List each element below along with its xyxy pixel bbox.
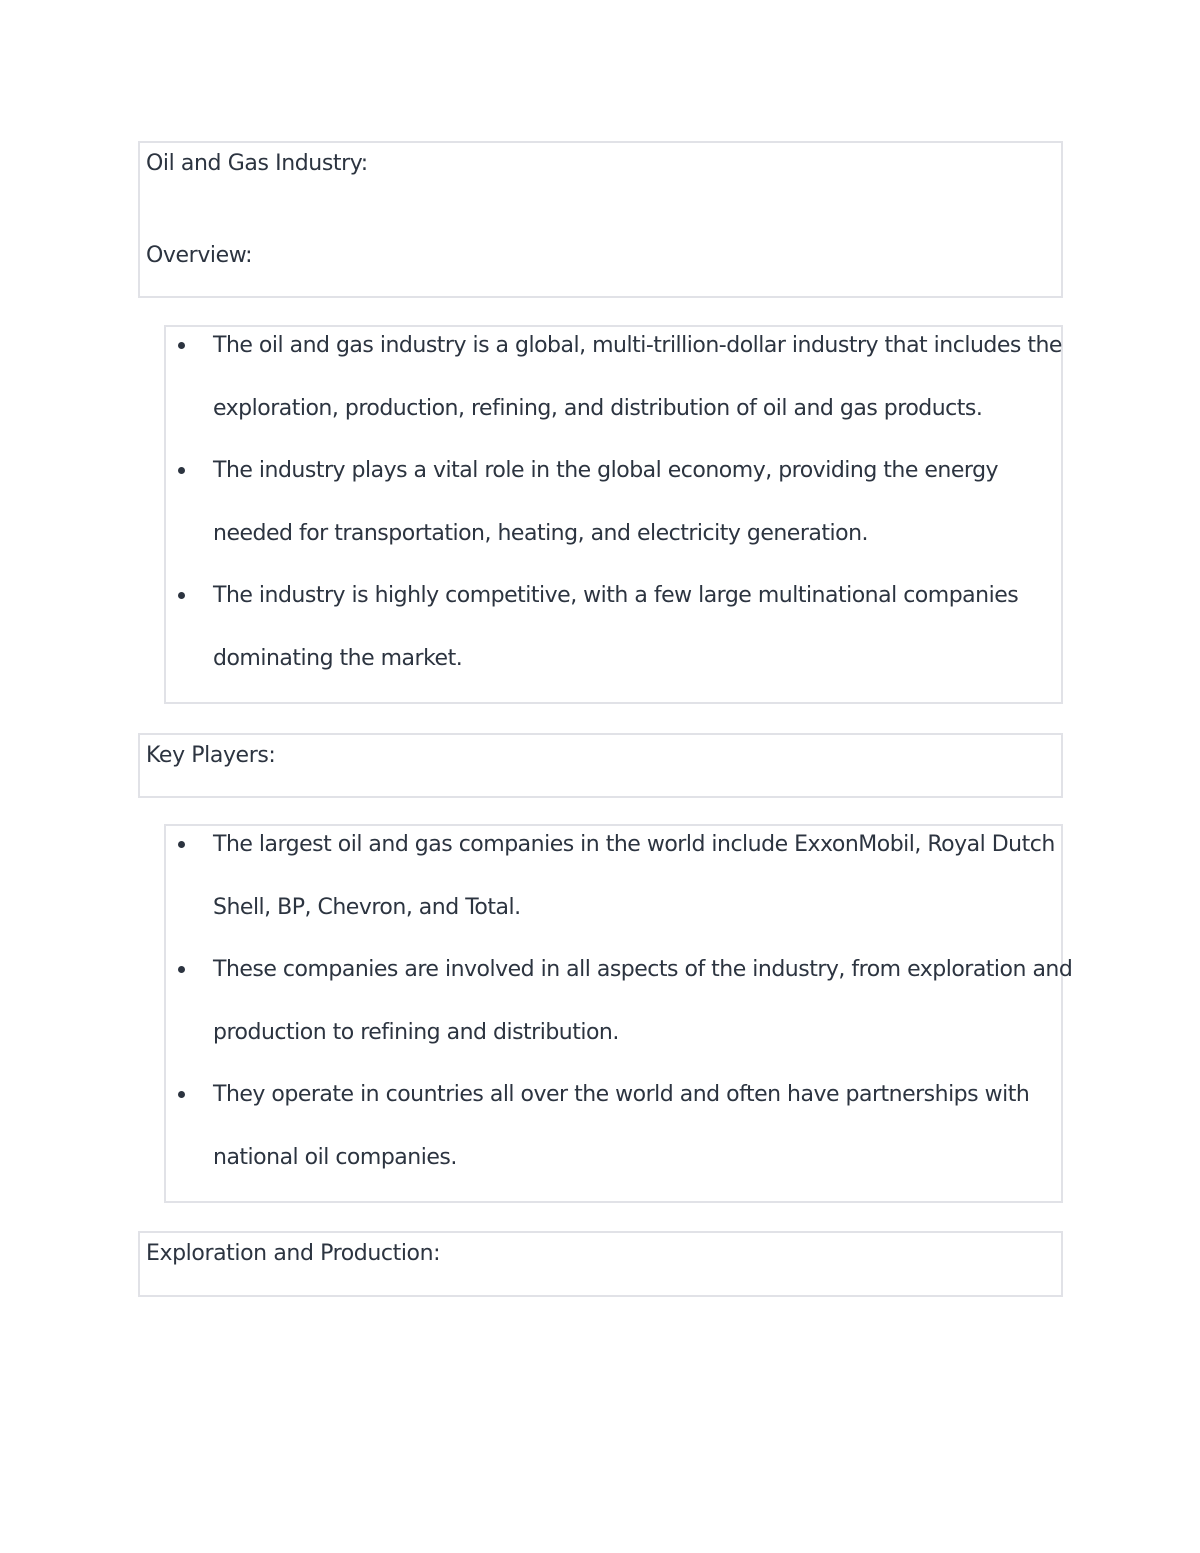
list-item-line: national oil companies. (213, 1144, 457, 1170)
key-players-list-box (164, 824, 1073, 1203)
key-players-box (138, 733, 1063, 798)
list-item-line: The oil and gas industry is a global, multi-trillion-dollar industry that includes the (213, 333, 1062, 358)
bullet-icon (178, 467, 185, 474)
exploration-box (138, 1231, 1063, 1297)
list-item-line: The industry is highly competitive, with a few large multinational companies (213, 583, 1019, 608)
overview-heading: Overview: (146, 243, 253, 268)
bullet-icon (178, 841, 185, 848)
list-item-line: production to refining and distribution. (213, 1019, 619, 1045)
bullet-icon (178, 1091, 185, 1098)
list-item-line: The largest oil and gas companies in the world include ExxonMobil, Royal Dutch (213, 832, 1055, 857)
list-item-line: The industry plays a vital role in the global economy, providing the energy (213, 458, 999, 483)
list-item (166, 1064, 1061, 1189)
list-item-line: These companies are involved in all aspects of the industry, from exploration and (213, 957, 1073, 982)
exploration-heading: Exploration and Production: (146, 1241, 441, 1266)
document-title: Oil and Gas Industry: (146, 151, 368, 176)
overview-list-box (164, 325, 1063, 704)
intro-box (138, 141, 1063, 298)
list-item (166, 565, 1061, 690)
list-item-line: They operate in countries all over the world and often have partnerships with (213, 1082, 1030, 1107)
bullet-icon (178, 342, 185, 349)
list-item (166, 814, 1061, 939)
list-item-line: dominating the market. (213, 645, 463, 671)
list-item-line: exploration, production, refining, and distribution of oil and gas products. (213, 395, 983, 421)
list-item-line: needed for transportation, heating, and electricity generation. (213, 520, 869, 546)
bullet-icon (178, 966, 185, 973)
bullet-icon (178, 592, 185, 599)
key-players-list (166, 814, 1073, 1189)
overview-list (166, 315, 1061, 690)
list-item (166, 315, 1061, 440)
list-item (166, 440, 1061, 565)
key-players-heading: Key Players: (146, 743, 276, 768)
list-item-line: Shell, BP, Chevron, and Total. (213, 894, 521, 920)
list-item (166, 939, 1073, 1064)
